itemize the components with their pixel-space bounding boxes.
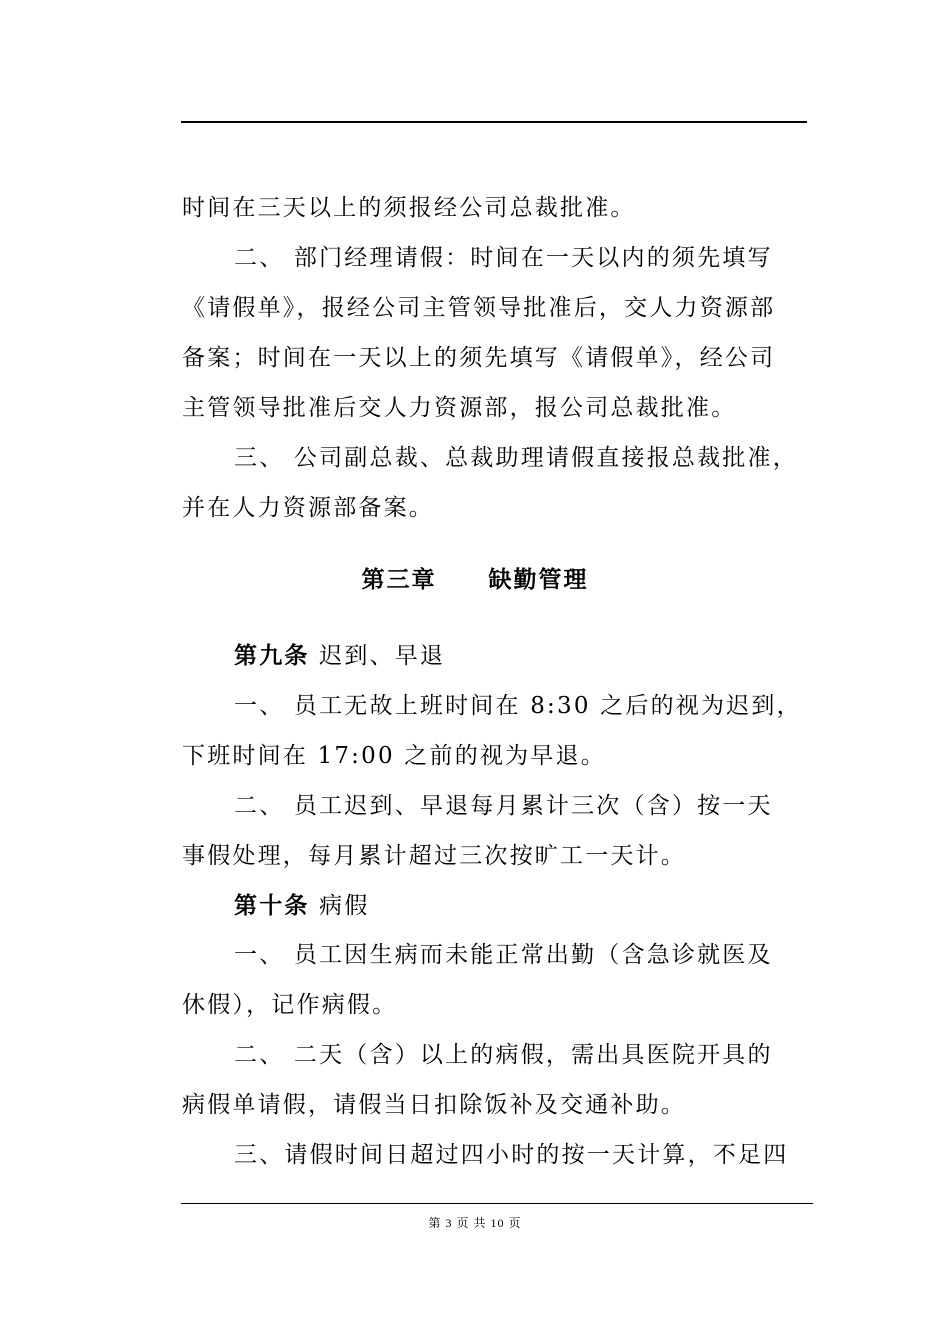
body-line: 休假），记作病假。: [182, 992, 398, 1018]
header-rule: [181, 121, 807, 123]
body-line: 备案；时间在一天以上的须先填写《请假单》，经公司: [182, 345, 776, 371]
chapter-heading: [0, 565, 950, 595]
article-label: 第九条: [234, 642, 310, 669]
body-line: 一、 员工因生病而未能正常出勤（含急诊就医及: [234, 942, 773, 968]
body-line: 并在人力资源部备案。: [182, 495, 434, 521]
body-line: 三、 公司副总裁、总裁助理请假直接报总裁批准，: [234, 445, 798, 471]
chapter-title: 缺勤管理: [488, 566, 589, 593]
body-line: 时间在三天以上的须报经公司总裁批准。: [182, 195, 636, 221]
body-line: 二、 部门经理请假：时间在一天以内的须先填写: [234, 245, 773, 271]
body-line: 《请假单》，报经公司主管领导批准后，交人力资源部: [182, 295, 776, 321]
article-heading: [234, 891, 370, 921]
article-label: 第十条: [234, 892, 310, 919]
chapter-number: 第三章: [361, 566, 437, 593]
body-line: 主管领导批准后交人力资源部，报公司总裁批准。: [182, 395, 737, 421]
body-line: 二、 员工迟到、早退每月累计三次（含）按一天: [234, 793, 773, 819]
body-line: 一、 员工无故上班时间在 8:30 之后的视为迟到，: [234, 693, 802, 719]
body-line: 三、请假时间日超过四小时的按一天计算，不足四: [234, 1142, 789, 1168]
body-line: 二、 二天（含）以上的病假，需出具医院开具的: [234, 1042, 773, 1068]
body-line: 病假单请假，请假当日扣除饭补及交通补助。: [182, 1092, 686, 1118]
article-heading: [234, 641, 445, 671]
article-title: 病假: [319, 893, 370, 919]
article-title: 迟到、早退: [319, 643, 446, 669]
page-number: 第 3 页 共 10 页: [428, 1216, 522, 1230]
footer-rule: [181, 1203, 813, 1204]
body-line: 下班时间在 17:00 之前的视为早退。: [182, 743, 606, 769]
body-line: 事假处理，每月累计超过三次按旷工一天计。: [182, 843, 686, 869]
